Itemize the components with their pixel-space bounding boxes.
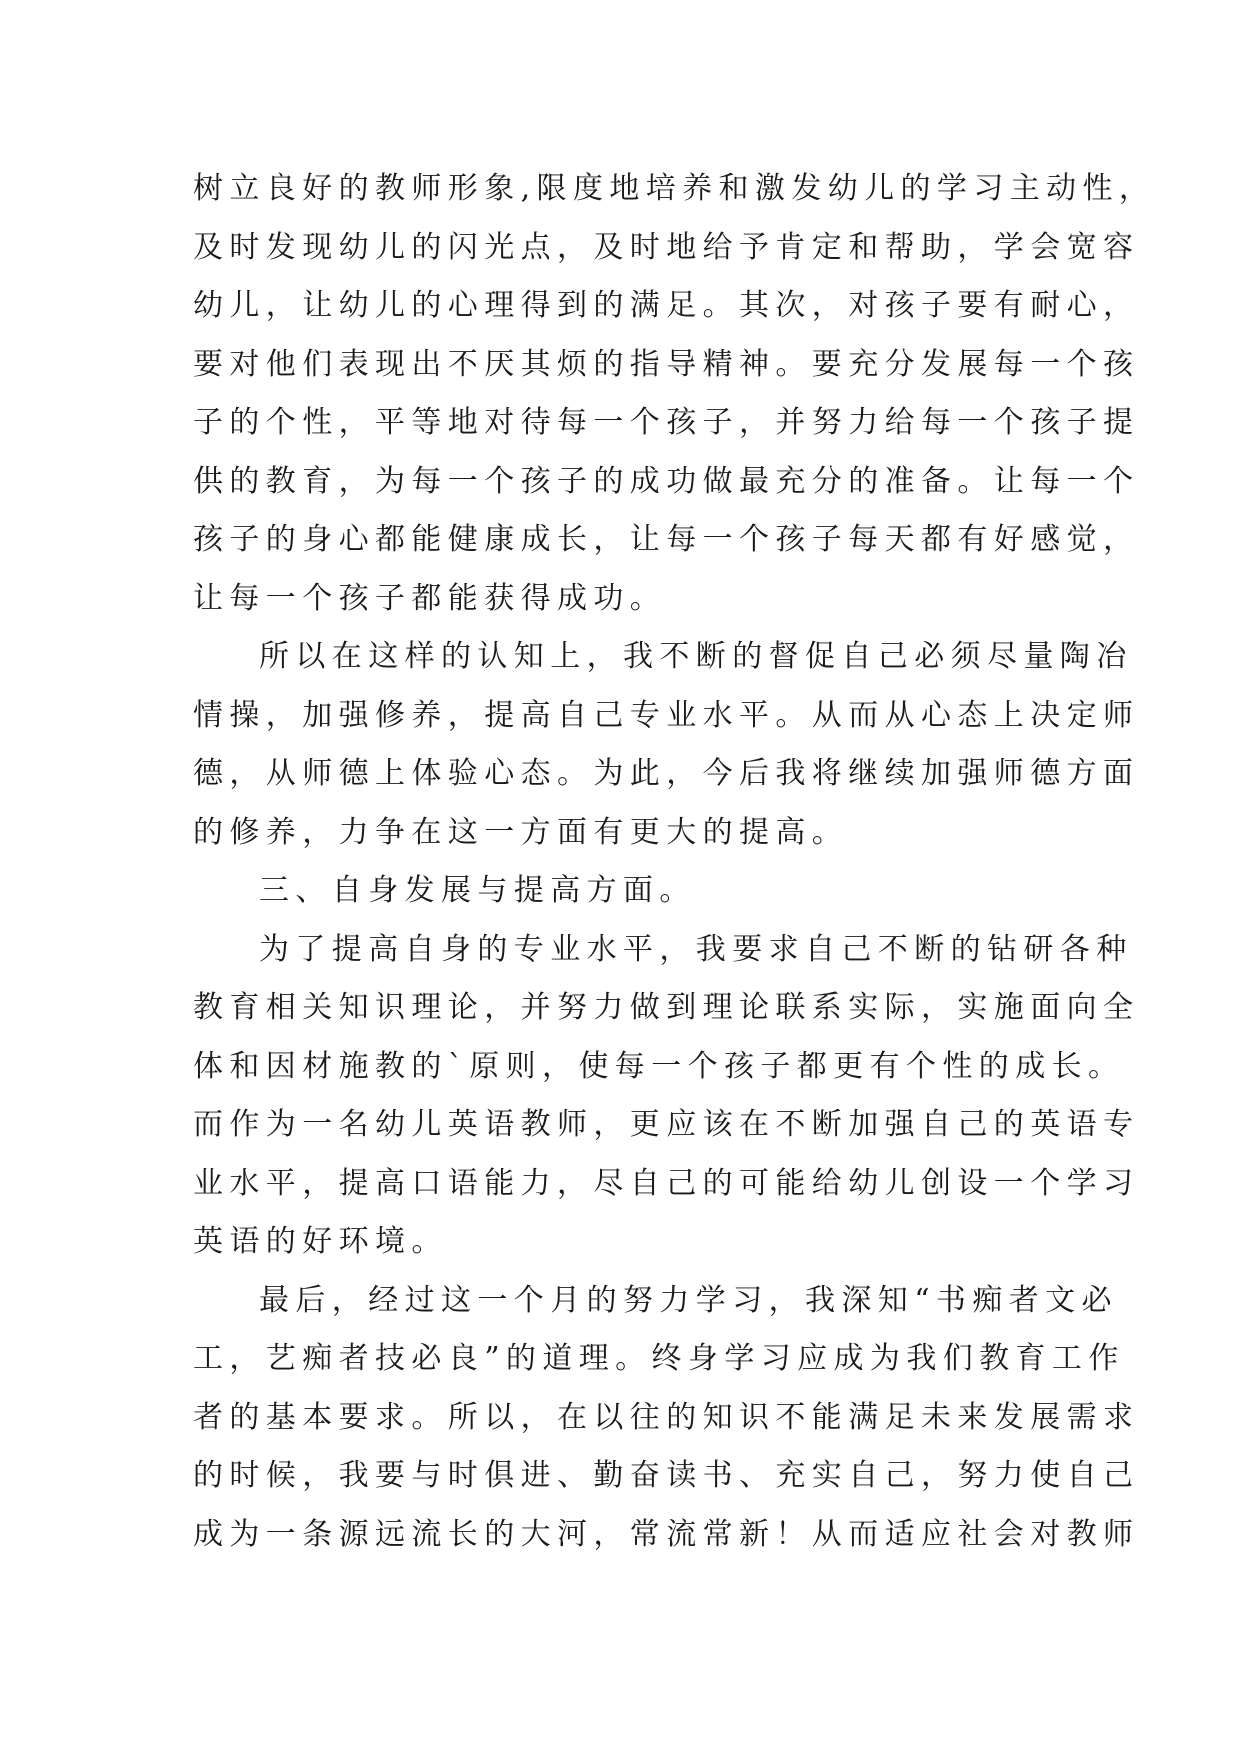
text-line: 及时发现幼儿的闪光点，及时地给予肯定和帮助，学会宽容 [193, 229, 1140, 265]
paragraph-start-line: 最后，经过这一个月的努力学习，我深知“书痴者文必 [259, 1282, 1118, 1318]
text-line: 树立良好的教师形象,限度地培养和激发幼儿的学习主动性， [193, 171, 1156, 206]
text-line: 教育相关知识理论，并努力做到理论联系实际，实施面向全 [193, 990, 1140, 1025]
text-line: 让每一个孩子都能获得成功。 [193, 580, 667, 616]
text-line: 而作为一名幼儿英语教师，更应该在不断加强自己的英语专 [193, 1107, 1140, 1142]
text-line: 成为一条源远流长的大河，常流常新！从而适应社会对教师 [193, 1516, 1140, 1552]
text-line: 供的教育，为每一个孩子的成功做最充分的准备。让每一个 [193, 463, 1140, 499]
body-text [193, 160, 1156, 1564]
text-line: 孩子的身心都能健康成长，让每一个孩子每天都有好感觉， [193, 522, 1140, 557]
paragraph-start-line: 为了提高自身的专业水平，我要求自己不断的钻研各种 [259, 931, 1133, 967]
text-line: 子的个性，平等地对待每一个孩子，并努力给每一个孩子提 [193, 405, 1140, 440]
text-line: 的修养，力争在这一方面有更大的提高。 [193, 814, 849, 850]
text-line: 体和因材施教的`原则，使每一个孩子都更有个性的成长。 [193, 1048, 1125, 1084]
paragraph-start-line: 所以在这样的认知上，我不断的督促自己必须尽量陶冶 [259, 639, 1133, 674]
text-line: 者的基本要求。所以，在以往的知识不能满足未来发展需求 [193, 1399, 1140, 1435]
section-heading: 三、自身发展与提高方面。 [259, 873, 696, 908]
text-line: 幼儿，让幼儿的心理得到的满足。其次，对孩子要有耐心， [193, 288, 1140, 323]
text-line: 的时候，我要与时俱进、勤奋读书、充实自己，努力使自己 [193, 1458, 1140, 1493]
text-line: 德，从师德上体验心态。为此，今后我将继续加强师德方面 [193, 756, 1140, 791]
text-line: 工，艺痴者技必良”的道理。终身学习应成为我们教育工作 [193, 1341, 1125, 1376]
text-line: 要对他们表现出不厌其烦的指导精神。要充分发展每一个孩 [193, 346, 1140, 382]
text-line: 英语的好环境。 [193, 1224, 448, 1259]
text-line: 情操，加强修养，提高自己专业水平。从而从心态上决定师 [193, 697, 1140, 733]
text-line: 业水平，提高口语能力，尽自己的可能给幼儿创设一个学习 [193, 1165, 1140, 1201]
